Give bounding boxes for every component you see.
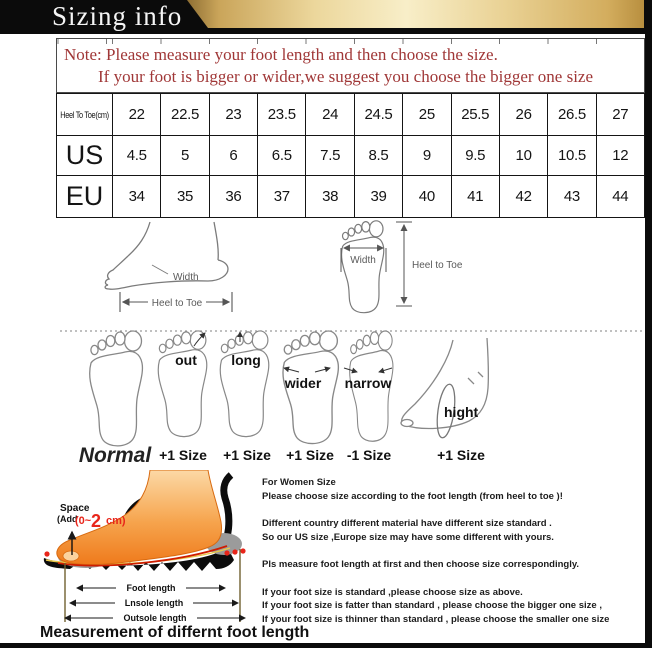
size-table-cell: 9 — [402, 135, 450, 175]
outsole-length-label: Outsole length — [123, 613, 187, 623]
side-length-label: Heel to Toe — [151, 298, 203, 309]
bottom-border — [0, 643, 652, 648]
note-line: Pls measure foot length at first and then choose size correspondingly. — [262, 559, 580, 570]
length-labels — [113, 581, 197, 623]
size-table-cell: 12 — [596, 135, 644, 175]
size-table-cell: 25.5 — [451, 94, 499, 135]
space-unit: cm) — [106, 515, 126, 527]
size-table-cell: 39 — [354, 175, 402, 217]
gold-ribbon — [187, 0, 644, 28]
size-table-cell: 10.5 — [547, 135, 595, 175]
size-table — [56, 93, 645, 218]
size-table-row-label: EU — [57, 175, 112, 217]
size-table-cell: 7.5 — [305, 135, 353, 175]
size-table-cell: 41 — [451, 175, 499, 217]
note-line: Please choose size according to the foot length (from heel to toe )! — [262, 490, 563, 502]
space-num: 2 — [91, 511, 102, 531]
size-notes — [262, 476, 646, 640]
note-line-2: If your foot is bigger or wider,we suggest you choose the bigger one size — [98, 67, 594, 86]
foot-hight-icon — [401, 338, 488, 439]
size-table-cell: 22.5 — [160, 94, 208, 135]
foot-label-narrow: narrow — [344, 375, 392, 391]
size-table-cell: 6 — [209, 135, 257, 175]
space-add-label: (Add — [57, 514, 78, 524]
foot-label-hight: hight — [444, 404, 479, 420]
size-table-cell: 35 — [160, 175, 208, 217]
shoe-measure-diagram — [30, 470, 260, 630]
side-width-label: Width — [173, 272, 199, 283]
size-table-cell: 22 — [112, 94, 160, 135]
size-table-cell: 43 — [547, 175, 595, 217]
note-line: If your foot size is standard ,please choose size as above. — [262, 586, 523, 598]
foot-out-icon — [158, 331, 207, 437]
space-value: (0~ — [75, 515, 92, 527]
size-table-cell: 42 — [499, 175, 547, 217]
foot-label-wider: wider — [284, 375, 322, 391]
note-line: So our US size ,Europe size may have some different with yours. — [262, 531, 554, 543]
foot-long-icon — [220, 331, 269, 437]
size-table-cell: 23.5 — [257, 94, 305, 135]
foot-types-row — [0, 328, 652, 468]
top-length-arrow — [396, 222, 412, 306]
foot-size-narrow: -1 Size — [346, 447, 392, 463]
size-table-cell: 37 — [257, 175, 305, 217]
size-table-row-label: Heel To Toe(cm) — [60, 109, 109, 120]
foot-size-out: +1 Size — [159, 447, 207, 463]
size-table-cell: 38 — [305, 175, 353, 217]
foot-label-long: long — [231, 352, 261, 368]
note-box — [56, 38, 645, 93]
size-table-cell: 26 — [499, 94, 547, 135]
size-table-cell: 6.5 — [257, 135, 305, 175]
size-table-cell: 23 — [209, 94, 257, 135]
note-paragraph — [262, 558, 646, 572]
size-table-cell: 40 — [402, 175, 450, 217]
size-table-cell: 9.5 — [451, 135, 499, 175]
size-table-cell: 26.5 — [547, 94, 595, 135]
diagram-caption: Measurement of differnt foot length — [40, 624, 310, 641]
size-table-cell: 10 — [499, 135, 547, 175]
foot-top-view-icon — [342, 221, 384, 313]
note-paragraph — [262, 476, 646, 503]
note-line: For Women Size — [262, 477, 336, 488]
top-width-label: Width — [350, 255, 376, 266]
size-table-cell: 24 — [305, 94, 353, 135]
foot-side-view-icon — [105, 222, 228, 289]
size-table-cell: 4.5 — [112, 135, 160, 175]
size-table-cell: 24.5 — [354, 94, 402, 135]
size-table-cell: 44 — [596, 175, 644, 217]
header-bar — [0, 0, 652, 34]
foot-normal-icon — [90, 331, 143, 446]
size-table-cell: 25 — [402, 94, 450, 135]
note-paragraph — [262, 586, 646, 627]
foot-size-hight: +1 Size — [437, 447, 485, 463]
foot-label-out: out — [175, 352, 197, 368]
foot-size-wider: +1 Size — [286, 447, 334, 463]
note-line-1: Note: Please measure your foot length and then choose the size. — [64, 45, 498, 64]
size-table-cell: 34 — [112, 175, 160, 217]
size-table-cell: 5 — [160, 135, 208, 175]
note-column-ticks — [57, 39, 644, 44]
size-table-row-label: US — [57, 135, 112, 175]
foot-length-label: Foot length — [126, 583, 176, 593]
insole-length-label: Lnsole length — [124, 598, 184, 608]
note-paragraph — [262, 517, 646, 544]
size-table-cell: 36 — [209, 175, 257, 217]
foot-size-long: +1 Size — [223, 447, 271, 463]
page-title: Sizing info — [52, 1, 183, 31]
note-line: Different country different material have different size standard . — [262, 518, 552, 529]
size-table-cell: 27 — [596, 94, 644, 135]
note-line: If your foot size is fatter than standard , please choose the bigger one size , — [262, 600, 602, 611]
note-line: If your foot size is thinner than standard , please choose the smaller one size — [262, 613, 610, 625]
foot-size-normal: Normal — [78, 444, 152, 467]
space-label: Space — [60, 503, 90, 514]
big-toe-highlight — [63, 551, 79, 561]
size-table-cell: 8.5 — [354, 135, 402, 175]
measure-diagram — [0, 218, 652, 328]
top-length-label: Heel to Toe — [412, 260, 463, 271]
